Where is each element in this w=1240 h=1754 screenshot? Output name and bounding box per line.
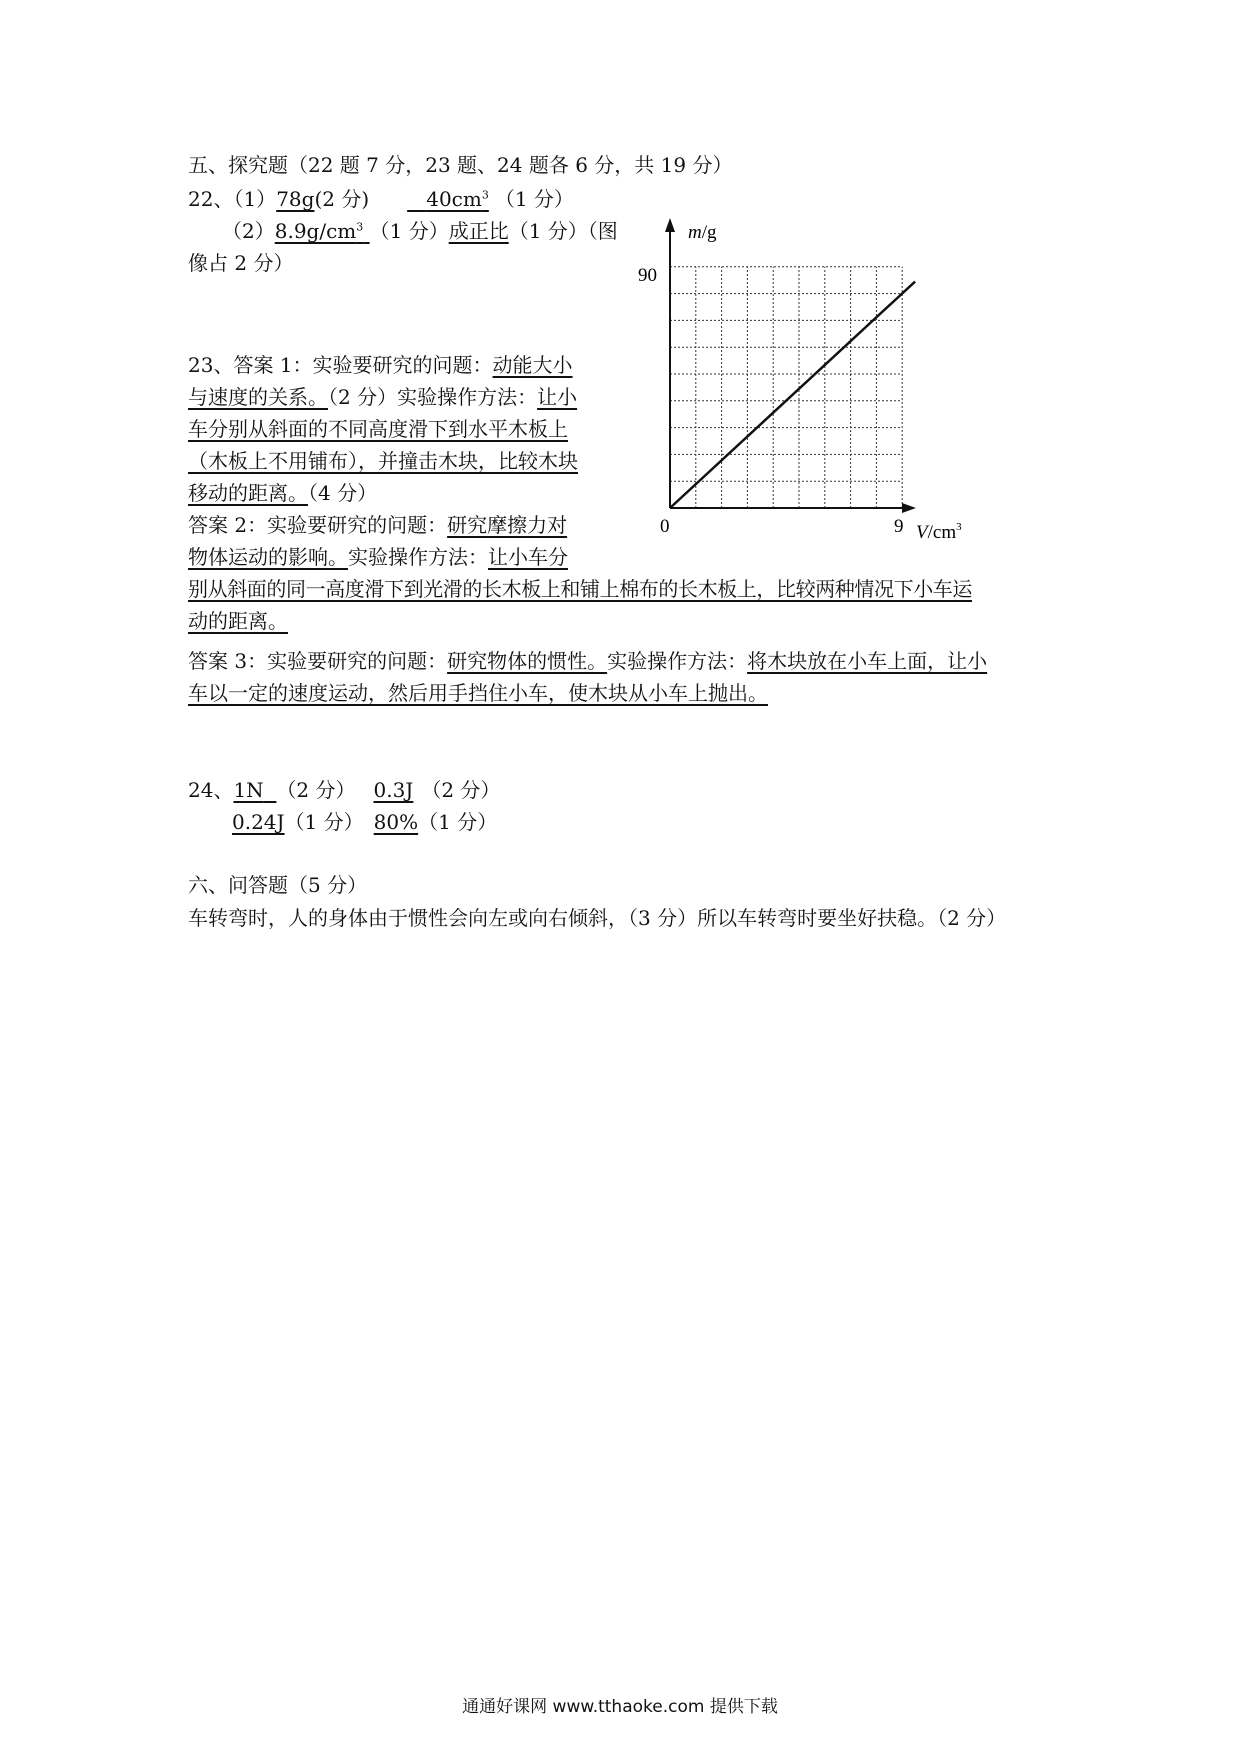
q23-a2-line3	[188, 574, 972, 604]
q24-prefix: 24、	[188, 778, 234, 802]
q22-line2-prefix: （2）	[222, 219, 275, 243]
section5-heading-text: 五、探究题（22 题 7 分，23 题、24 题各 6 分，共 19 分）	[188, 153, 733, 177]
chart-series	[670, 282, 915, 508]
section5-heading	[188, 150, 732, 180]
q22-density-score: （1 分）	[369, 219, 449, 243]
origin-label: 0	[660, 516, 670, 537]
q23-a2-underlined: 动的距离。	[188, 609, 288, 633]
q24-work1-score: （2 分）	[421, 778, 501, 802]
q23-a3-underlined: 将木块放在小车上面，让小	[747, 649, 988, 673]
q22-mass: 78g	[276, 187, 315, 211]
q23-a1-plain: 23、答案 1：实验要研究的问题：	[188, 353, 493, 377]
q23-a2-plain: 答案 2：实验要研究的问题：	[188, 513, 448, 537]
q23-a1-line4	[188, 446, 578, 476]
q22-relation-score: （1 分）（图	[508, 219, 618, 243]
q23-a1-underlined: 车分别从斜面的不同高度滑下到水平木板上	[188, 417, 568, 441]
chart-grid	[670, 267, 902, 508]
q23-a2-underlined: 别从斜面的同一高度滑下到光滑的长木板上和铺上棉布的长木板上，比较两种情况下小车运	[188, 577, 972, 601]
q22-line1	[188, 184, 574, 214]
section6-answer-text: 车转弯时，人的身体由于惯性会向左或向右倾斜，（3 分）所以车转弯时要坐好扶稳。（2 分）	[188, 906, 1007, 930]
q23-a1-line2	[188, 382, 577, 412]
q24-force-score: （2 分）	[276, 778, 356, 802]
q24-work2-score: （1 分）	[284, 810, 364, 834]
q22-volume-score: （1 分）	[494, 187, 574, 211]
q23-a3-line2	[188, 678, 768, 708]
x-axis-arrow-icon	[902, 503, 916, 513]
q23-a3-plain: 答案 3：实验要研究的问题：	[188, 649, 448, 673]
q24-work2: 0.24J	[232, 810, 285, 834]
q23-a1-line3	[188, 414, 568, 444]
footer-text: 通通好课网 www.tthaoke.com 提供下载	[462, 1697, 778, 1717]
q23-a2-line1	[188, 510, 567, 540]
y-axis-label: m/g	[688, 222, 717, 243]
q22-line3	[188, 248, 293, 278]
section6-heading	[188, 870, 367, 900]
q23-a2-underlined: 物体运动的影响。	[188, 545, 348, 569]
q23-a3-tail: 实验操作方法：	[607, 649, 748, 673]
x-tick-label: 9	[894, 516, 904, 537]
q22-mass-score: (2 分)	[314, 187, 370, 211]
q23-a1-underlined: （木板上不用铺布），并撞击木块，比较木块	[188, 449, 578, 473]
q23-a2-underlined: 研究摩擦力对	[447, 513, 568, 537]
mass-volume-chart	[620, 212, 1000, 552]
q24-line1	[188, 775, 500, 805]
q22-line3-text: 像占 2 分）	[188, 251, 294, 275]
q24-work1: 0.3J	[373, 778, 414, 802]
q23-a1-line1	[188, 350, 573, 380]
q22-relation: 成正比	[448, 219, 509, 243]
y-tick-label: 90	[638, 265, 657, 286]
footer	[0, 1692, 1240, 1717]
q23-a1-line5	[188, 478, 377, 508]
q24-line2	[232, 807, 497, 837]
q23-a1-tail: （2 分）实验操作方法：	[328, 385, 538, 409]
q23-a1-underlined: 动能大小	[492, 353, 573, 377]
q22-density: $8.9g/cm^3$	[274, 219, 364, 243]
x-axis-label: $V/cm^3$	[916, 521, 962, 543]
q23-a3-underlined: 研究物体的惯性。	[447, 649, 608, 673]
q22-volume: $40cm^3$	[426, 187, 489, 211]
q23-a2-line4	[188, 606, 288, 636]
q22-prefix: 22、（1）	[188, 187, 277, 211]
series-line	[670, 282, 915, 508]
q24-efficiency: 80%	[373, 810, 419, 834]
q23-a1-underlined: 让小	[537, 385, 578, 409]
q23-a1-underlined: 移动的距离。	[188, 481, 308, 505]
q24-efficiency-score: （1 分）	[418, 810, 498, 834]
section6-heading-text: 六、问答题（5 分）	[188, 873, 368, 897]
q23-a3-underlined: 车以一定的速度运动，然后用手挡住小车，使木块从小车上抛出。	[188, 681, 768, 705]
q23-a2-tail: 实验操作方法：	[348, 545, 488, 569]
section6-answer	[188, 903, 1006, 933]
q23-a1-tail: （4 分）	[308, 481, 378, 505]
q23-a3-line1	[188, 646, 987, 676]
q23-a2-line2	[188, 542, 568, 572]
y-axis-arrow-icon	[665, 218, 675, 232]
q23-a1-underlined: 与速度的关系。	[188, 385, 328, 409]
q24-force: 1N	[233, 778, 264, 802]
q23-a2-underlined: 让小车分	[488, 545, 568, 569]
q22-line2	[222, 216, 618, 246]
